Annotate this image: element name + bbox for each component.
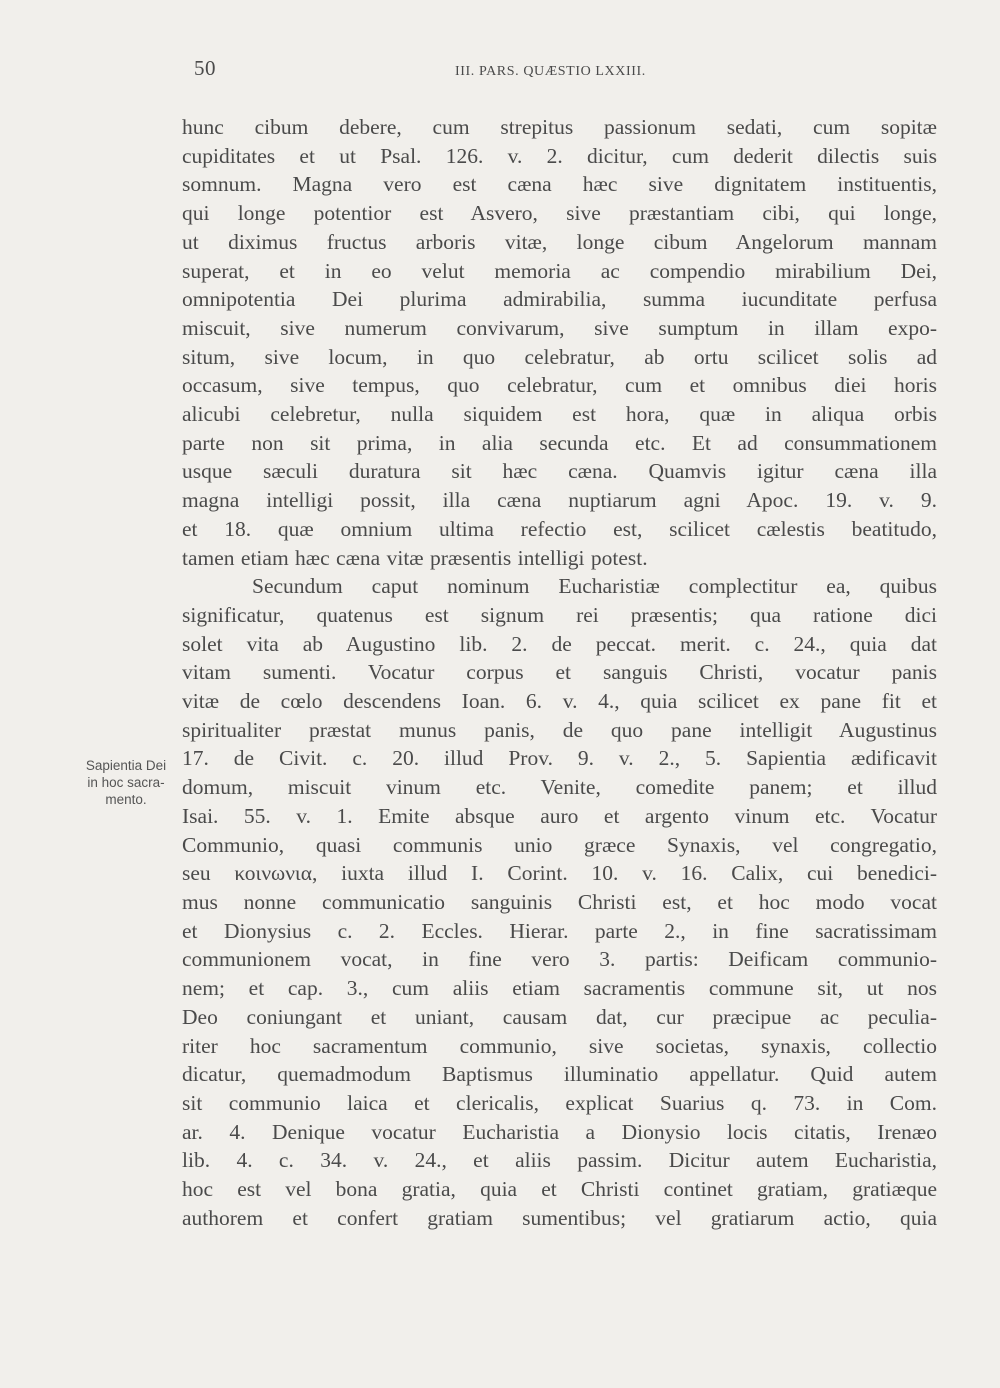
- text-line: 17. de Civit. c. 20. illud Prov. 9. v. 2., 5. Sapientia ædificavit: [182, 746, 937, 771]
- text-line: significatur, quatenus est signum rei præsentis; qua ratione dici: [182, 602, 937, 627]
- text-line: hunc cibum debere, cum strepitus passionum sedati, cum sopitæ: [182, 115, 937, 139]
- text-line: omnipotentia Dei plurima admirabilia, summa iucunditate perfusa: [182, 287, 937, 312]
- text-line: alicubi celebretur, nulla siquidem est hora, quæ in aliqua orbis: [182, 402, 937, 427]
- text-line: miscuit, sive numerum convivarum, sive sumptum in illam expo-: [182, 315, 937, 340]
- paragraph-start-line: Secundum caput nominum Eucharistiæ complectitur ea, quibus: [252, 574, 937, 599]
- text-line: lib. 4. c. 34. v. 24., et aliis passim. Dicitur autem Eucharistia,: [182, 1148, 937, 1173]
- text-line: authorem et confert gratiam sumentibus; vel gratiarum actio, quia: [182, 1205, 937, 1230]
- text-line: usque sæculi duratura sit hæc cæna. Quamvis igitur cæna illa: [182, 459, 937, 484]
- text-line: riter hoc sacramentum communio, sive societas, synaxis, collectio: [182, 1033, 937, 1058]
- text-line: superat, et in eo velut memoria ac compendio mirabilium Dei,: [182, 258, 937, 283]
- text-line: dicatur, quemadmodum Baptismus illuminatio appellatur. Quid autem: [182, 1062, 937, 1087]
- text-line: sit communio laica et clericalis, explicat Suarius q. 73. in Com.: [182, 1090, 937, 1115]
- text-line: parte non sit prima, in alia secunda etc. Et ad consummationem: [182, 430, 937, 455]
- margin-note-line: in hoc sacra-: [87, 775, 165, 790]
- text-line: spiritualiter præstat munus panis, de quo pane intelligit Augustinus: [182, 717, 937, 742]
- text-line: Deo coniungant et uniant, causam dat, cur præcipue ac peculia-: [182, 1004, 937, 1029]
- text-line: ut diximus fructus arboris vitæ, longe cibum Angelorum mannam: [182, 229, 937, 254]
- text-line: nem; et cap. 3., cum aliis etiam sacramentis commune sit, ut nos: [182, 976, 937, 1001]
- text-line: cupiditates et ut Psal. 126. v. 2. dicitur, cum dederit dilectis suis: [182, 143, 937, 168]
- paragraph-end-line: tamen etiam hæc cæna vitæ præsentis intelligi potest.: [182, 545, 648, 570]
- text-line: Communio, quasi communis unio græce Synaxis, vel congregatio,: [182, 832, 937, 857]
- margin-note-line: Sapientia Dei: [85, 758, 167, 773]
- body-text: [182, 113, 937, 1232]
- margin-note-line: mento.: [105, 792, 147, 807]
- margin-note: [74, 757, 178, 808]
- running-head: III. PARS. QUÆSTIO LXXIII.: [455, 64, 646, 79]
- text-line: occasum, sive tempus, quo celebratur, cum et omnibus diei horis: [182, 373, 937, 398]
- text-line: situm, sive locum, in quo celebratur, ab ortu scilicet solis ad: [182, 344, 937, 369]
- text-line: somnum. Magna vero est cæna hæc sive dignitatem instituentis,: [182, 172, 937, 197]
- text-line: hoc est vel bona gratia, quia et Christi continet gratiam, gratiæque: [182, 1177, 937, 1202]
- text-line: et 18. quæ omnium ultima refectio est, scilicet cælestis beatitudo,: [182, 516, 937, 541]
- text-line: ar. 4. Denique vocatur Eucharistia a Dionysio locis citatis, Irenæo: [182, 1119, 937, 1144]
- text-line: domum, miscuit vinum etc. Venite, comedite panem; et illud: [182, 775, 937, 800]
- text-line: seu κοινωνια, iuxta illud I. Corint. 10. v. 16. Calix, cui benedici-: [182, 861, 937, 886]
- text-line: et Dionysius c. 2. Eccles. Hierar. parte 2., in fine sacratissimam: [182, 918, 937, 943]
- text-line: vitæ de cœlo descendens Ioan. 6. v. 4., quia scilicet ex pane fit et: [182, 689, 937, 714]
- text-line: Isai. 55. v. 1. Emite absque auro et argento vinum etc. Vocatur: [182, 803, 937, 828]
- text-line: qui longe potentior est Asvero, sive præstantiam cibi, qui longe,: [182, 201, 937, 226]
- text-line: solet vita ab Augustino lib. 2. de peccat. merit. c. 24., quia dat: [182, 631, 937, 656]
- text-line: vitam sumenti. Vocatur corpus et sanguis Christi, vocatur panis: [182, 660, 937, 685]
- page-number: 50: [194, 56, 216, 80]
- text-line: communionem vocat, in fine vero 3. partis: Deificam communio-: [182, 947, 937, 972]
- text-line: magna intelligi possit, illa cæna nuptiarum agni Apoc. 19. v. 9.: [182, 488, 937, 513]
- text-line: mus nonne communicatio sanguinis Christi est, et hoc modo vocat: [182, 889, 937, 914]
